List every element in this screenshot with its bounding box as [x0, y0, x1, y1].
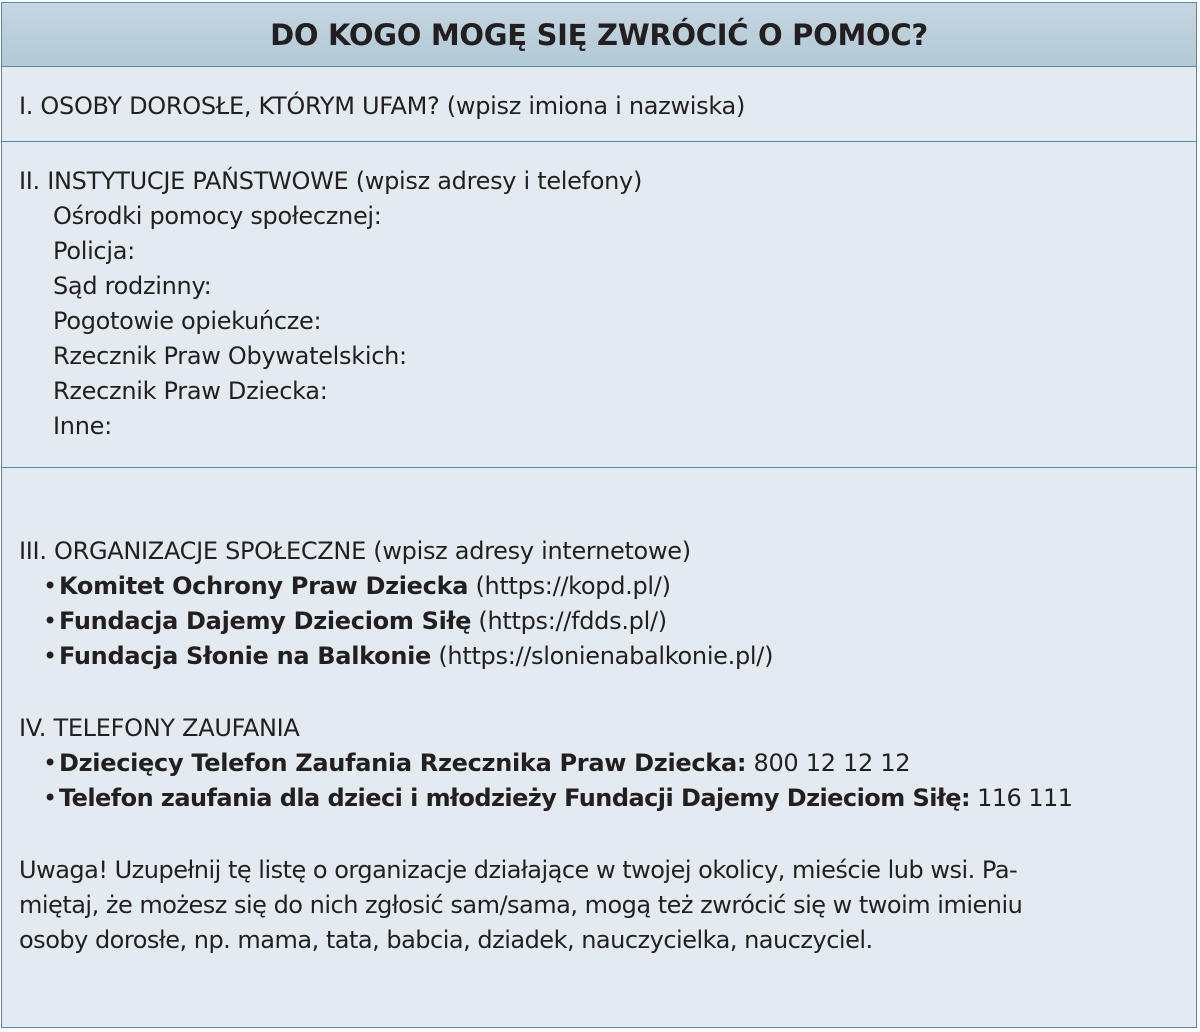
note-line: osoby dorosłe, np. mama, tata, babcia, dziadek, nauczycielka, nauczyciel. [19, 926, 873, 954]
institution-item: Sąd rodzinny: [53, 272, 212, 300]
section-heading-hotlines: IV. TELEFONY ZAUFANIA [19, 714, 300, 742]
page-title: DO KOGO MOGĘ SIĘ ZWRÓCIĆ O POMOC? [270, 17, 928, 52]
hotline-name: Telefon zaufania dla dzieci i młodzieży Fundacji Dajemy Dzieciom Siłę: [59, 784, 971, 812]
hotline-number: 116 111 [970, 784, 1073, 812]
organization-name: Fundacja Dajemy Dzieciom Siłę [59, 607, 472, 635]
organization-item [43, 604, 667, 638]
bullet-icon: • [43, 607, 57, 635]
section-heading-social-organizations: III. ORGANIZACJE SPOŁECZNE (wpisz adresy internetowe) [19, 537, 691, 565]
organization-name: Fundacja Słonie na Balkonie [59, 642, 432, 670]
organization-name: Komitet Ochrony Praw Dziecka [59, 572, 469, 600]
institution-item: Pogotowie opiekuńcze: [53, 307, 322, 335]
organization-item [43, 569, 671, 603]
section-heading-state-institutions: II. INSTYTUCJE PAŃSTWOWE (wpisz adresy i telefony) [19, 167, 643, 195]
hotline-name: Dziecięcy Telefon Zaufania Rzecznika Praw Dziecka: [59, 749, 747, 777]
institution-item: Rzecznik Praw Dziecka: [53, 377, 328, 405]
box-header [2, 3, 1196, 67]
section-state-institutions [2, 142, 1196, 468]
note-line: miętaj, że możesz się do nich zgłosić sam/sama, mogą też zwrócić się w twoim imieniu [19, 891, 1023, 919]
help-contacts-box [1, 2, 1197, 1028]
section-trusted-adults [2, 67, 1196, 142]
hotline-number: 800 12 12 12 [746, 749, 911, 777]
section-heading-trusted-adults: I. OSOBY DOROSŁE, KTÓRYM UFAM? (wpisz imiona i nazwiska) [19, 92, 746, 120]
note-line: Uwaga! Uzupełnij tę listę o organizacje działające w twojej okolicy, mieście lub wsi. Pa- [19, 856, 1018, 884]
organization-url: (https://fdds.pl/) [471, 607, 667, 635]
bullet-icon: • [43, 749, 57, 777]
hotline-item [43, 746, 910, 780]
organization-url: (https://slonienabalkonie.pl/) [431, 642, 774, 670]
bullet-icon: • [43, 572, 57, 600]
organization-item [43, 639, 773, 673]
hotline-item [43, 781, 1073, 815]
institution-item: Ośrodki pomocy społecznej: [53, 202, 382, 230]
institution-item: Policja: [53, 237, 135, 265]
organization-url: (https://kopd.pl/) [468, 572, 671, 600]
bullet-icon: • [43, 784, 57, 812]
bullet-icon: • [43, 642, 57, 670]
institution-item: Inne: [53, 412, 112, 440]
section-organizations-and-hotlines [2, 468, 1196, 1028]
institution-item: Rzecznik Praw Obywatelskich: [53, 342, 407, 370]
